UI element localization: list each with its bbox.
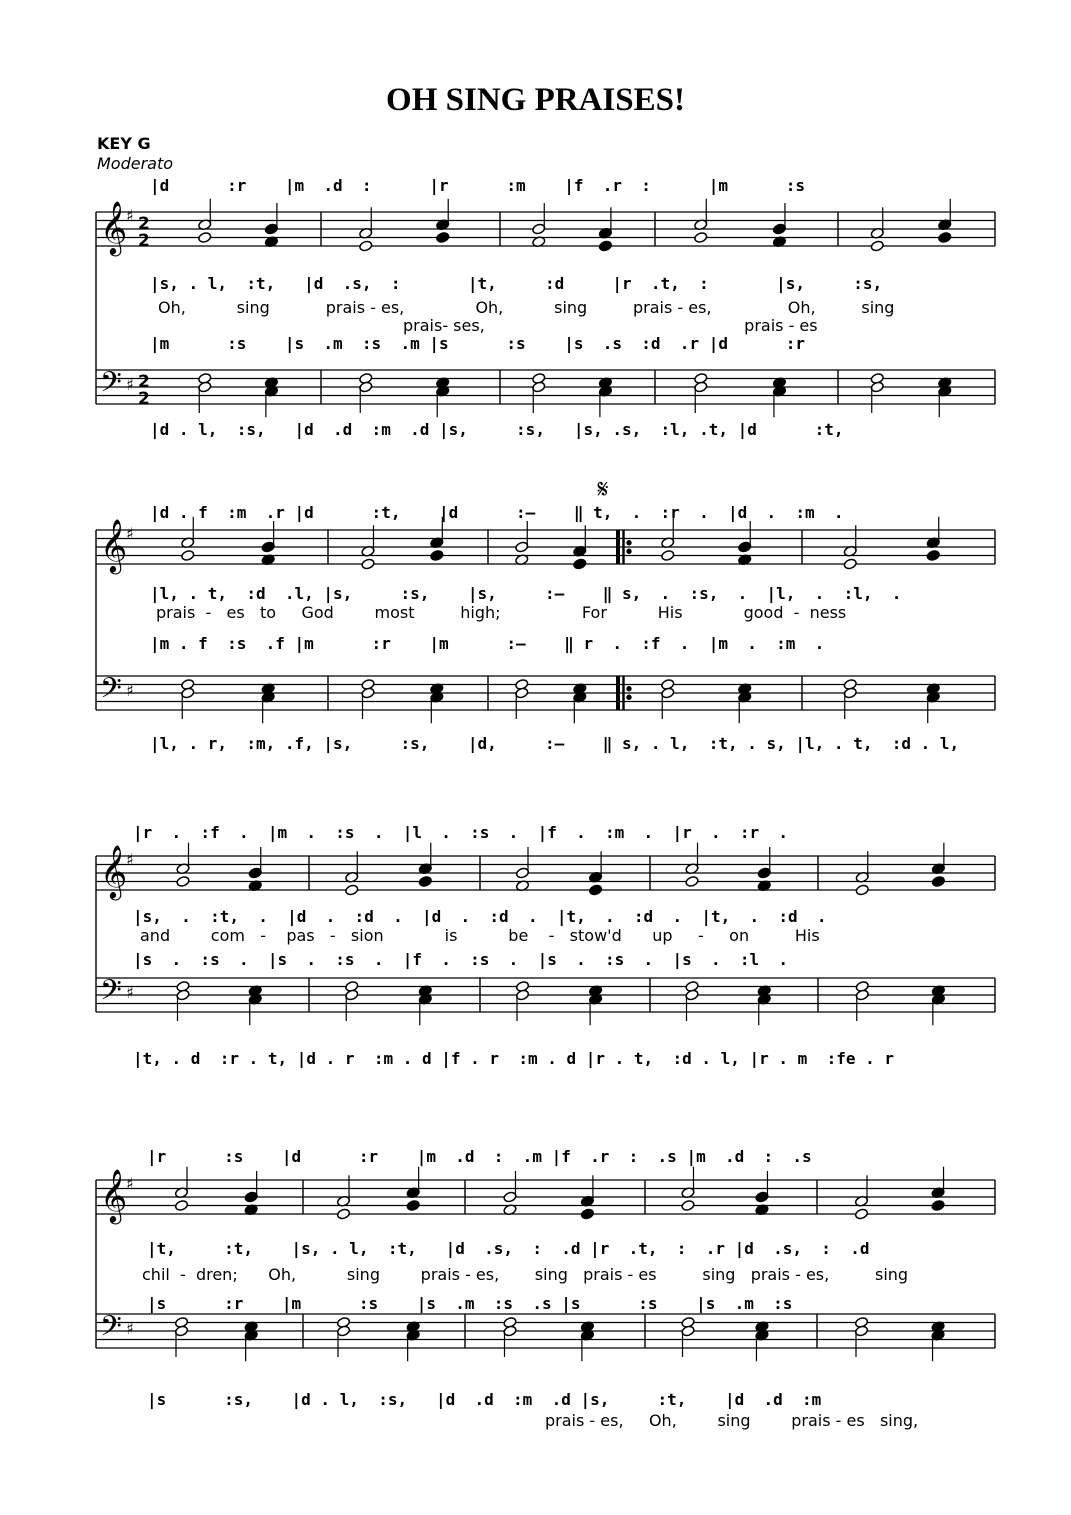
- lyrics-line: chil - dren; Oh, sing prais - es, sing prais - es sing prais - es, sing: [142, 1265, 909, 1284]
- time-signature-bottom: 2: [138, 389, 150, 409]
- notes: [174, 199, 951, 1362]
- solfa-bass-line: |s :s, |d . l, :s, |d .d :m .d |s, :t, |d .d :m: [147, 1390, 822, 1409]
- note-head: [870, 240, 884, 252]
- note-head: [345, 884, 359, 896]
- repeat-dot: [627, 549, 631, 553]
- key-sharp: ♯: [126, 206, 134, 225]
- note-head: [931, 876, 945, 888]
- solfa-tenor-line: |m . f :s .f |m :r |m :– ‖ r . :f . |m . :m .: [150, 634, 825, 653]
- note-head: [336, 1208, 350, 1220]
- lyrics-line: prais - es to God most high; For His good - ness: [156, 603, 847, 622]
- bass-clef: 𝄢: [100, 1310, 122, 1350]
- bass-clef: 𝄢: [100, 366, 122, 406]
- time-signature-bottom: 2: [138, 231, 150, 251]
- segno-sign: 𝄋: [597, 475, 609, 505]
- note-head: [406, 1200, 420, 1212]
- solfa-alto-line: |s, . :t, . |d . :d . |d . :d . |t, . :d . |t, . :d .: [133, 907, 827, 926]
- note-head: [661, 550, 675, 562]
- note-head: [598, 240, 612, 252]
- note-head: [174, 1200, 188, 1212]
- lyrics-line: Oh, sing prais - es, Oh, sing prais - es, Oh, sing: [158, 298, 895, 317]
- key-sharp: ♯: [126, 524, 134, 543]
- treble-clef: 𝄞: [100, 200, 128, 254]
- key-sharp: ♯: [126, 983, 134, 1002]
- repeat-dot: [627, 695, 631, 699]
- treble-clef: 𝄞: [100, 518, 128, 572]
- key-sharp: ♯: [126, 1174, 134, 1193]
- note-head: [359, 240, 373, 252]
- clefs: [100, 200, 150, 1350]
- solfa-alto-line: |s, . l, :t, |d .s, : |t, :d |r .t, : |s, :s,: [150, 274, 883, 293]
- note-head: [418, 876, 432, 888]
- treble-clef: 𝄞: [100, 1168, 128, 1222]
- bass-clef: 𝄢: [100, 974, 122, 1014]
- solfa-alto-line: |t, :t, |s, . l, :t, |d .s, : .d |r .t, : .r |d .s, : .d: [147, 1239, 870, 1258]
- note-head: [926, 550, 940, 562]
- tempo-marking: Moderato: [97, 154, 174, 173]
- solfa-bass-line: |d . l, :s, |d .d :m .d |s, :s, |s, .s, :l, .t, |d :t,: [150, 420, 844, 439]
- repeat-dot: [627, 541, 631, 545]
- note-head: [176, 876, 190, 888]
- key-sharp: ♯: [126, 1319, 134, 1338]
- bass-clef: 𝄢: [100, 672, 122, 712]
- note-head: [843, 558, 857, 570]
- repeat-dot: [627, 687, 631, 691]
- note-head: [436, 232, 450, 244]
- staves: [96, 212, 995, 1348]
- treble-clef: 𝄞: [100, 844, 128, 898]
- lyrics-line-secondary: prais - es, Oh, sing prais - es sing,: [545, 1411, 919, 1430]
- solfa-treble-line: |r :s |d :r |m .d : .m |f .r : .s |m .d : .s: [147, 1147, 812, 1166]
- note-head: [361, 558, 375, 570]
- barlines: [96, 212, 995, 1348]
- solfa-bass-line: |t, . d :r . t, |d . r :m . d |f . r :m . d |r . t, :d . l, |r . m :fe . r: [133, 1049, 894, 1068]
- solfa-treble-line: |d :r |m .d : |r :m |f .r : |m :s: [150, 176, 806, 195]
- key-sharp: ♯: [126, 681, 134, 700]
- solfa-tenor-line: |s . :s . |s . :s . |f . :s . |s . :s . |s . :l .: [133, 950, 789, 969]
- note-head: [573, 558, 587, 570]
- solfa-tenor-line: |m :s |s .m :s .m |s :s |s .s :d .r |d :r: [150, 334, 806, 353]
- key-sharp: ♯: [126, 850, 134, 869]
- solfa-treble-line: |d . f :m .r |d :t, |d :– ‖ t, . :r . |d . :m .: [150, 503, 844, 522]
- lyrics-line: and com - pas - sion is be - stow'd up - on His: [140, 926, 820, 945]
- solfa-bass-line: |l, . r, :m, .f, |s, :s, |d, :– ‖ s, . l, :t, . s, |l, . t, :d . l,: [150, 734, 960, 753]
- note-head: [681, 1200, 695, 1212]
- page-title: OH SING PRAISES!: [386, 82, 685, 118]
- note-head: [430, 550, 444, 562]
- note-head: [580, 1208, 594, 1220]
- note-head: [855, 884, 869, 896]
- note-head: [854, 1208, 868, 1220]
- solfa-alto-line: |l, . t, :d .l, |s, :s, |s, :– ‖ s, . :s, . |l, . :l, .: [150, 584, 902, 603]
- solfa-treble-line: |r . :f . |m . :s . |l . :s . |f . :m . |r . :r .: [133, 823, 789, 842]
- note-head: [198, 232, 212, 244]
- solfa-tenor-line: |s :r |m :s |s .m :s .s |s :s |s .m :s: [147, 1294, 793, 1313]
- note-head: [931, 1200, 945, 1212]
- note-head: [181, 550, 195, 562]
- time-signature-top: 2: [138, 214, 150, 234]
- note-head: [938, 232, 952, 244]
- note-head: [685, 876, 699, 888]
- note-head: [694, 232, 708, 244]
- time-signature-top: 2: [138, 372, 150, 392]
- key-sharp: ♯: [126, 375, 134, 394]
- lyrics-line-secondary: prais- ses, prais - es: [403, 316, 818, 335]
- key-signature-label: KEY G: [97, 134, 151, 153]
- note-head: [589, 884, 603, 896]
